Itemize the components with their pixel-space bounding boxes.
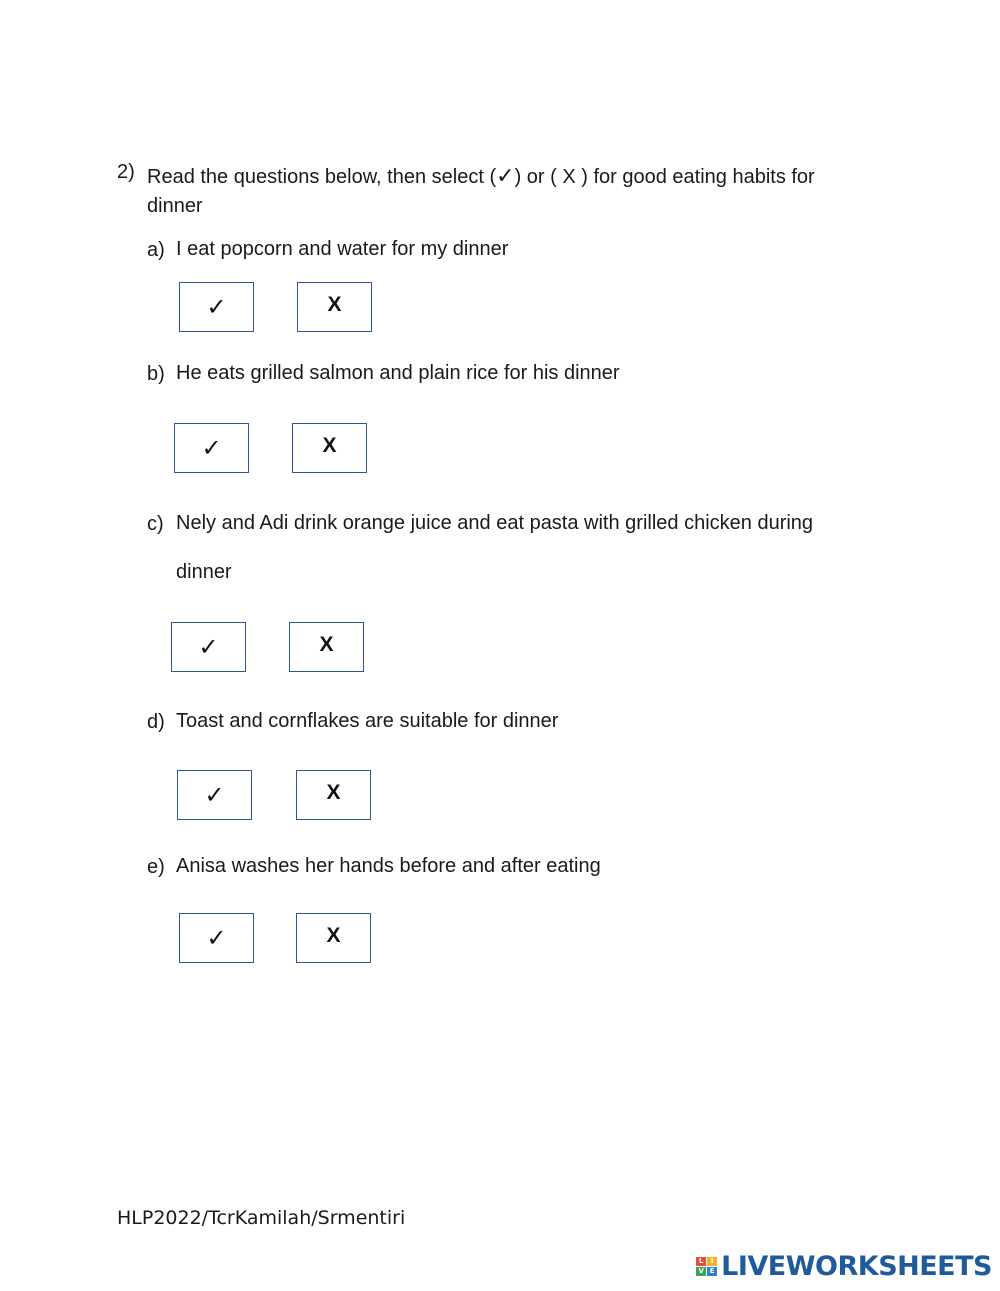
- brand-block: I: [707, 1257, 717, 1266]
- x-mark-icon: X: [322, 434, 337, 457]
- item-c-check-box[interactable]: [171, 622, 246, 672]
- x-mark-icon: X: [326, 781, 341, 804]
- question-number: 2): [117, 161, 135, 183]
- item-e-x-box[interactable]: [296, 913, 371, 963]
- brand-name: LIVEWORKSHEETS: [721, 1251, 992, 1282]
- item-a-check-box[interactable]: [179, 282, 254, 332]
- instruction-mid: ) or ( X ) for good eating habits for: [514, 166, 815, 188]
- question-instruction: [147, 161, 887, 221]
- brand-block: E: [707, 1267, 717, 1276]
- instruction-line2: dinner: [147, 195, 203, 217]
- x-mark-icon: X: [326, 924, 341, 947]
- check-mark-icon: ✓: [206, 924, 227, 952]
- item-c-text: Nely and Adi drink orange juice and eat pasta with grilled chicken during: [176, 512, 814, 534]
- check-mark-icon: ✓: [204, 781, 225, 809]
- item-c-letter: c): [147, 513, 164, 535]
- x-mark-icon: X: [319, 633, 334, 656]
- footer-code: HLP2022/TcrKamilah/Srmentiri: [117, 1207, 406, 1229]
- instruction-prefix: Read the questions below, then select (: [147, 166, 497, 188]
- item-e-check-box[interactable]: [179, 913, 254, 963]
- check-mark-icon: ✓: [206, 293, 227, 321]
- item-e-letter: e): [147, 856, 165, 878]
- item-b-x-box[interactable]: [292, 423, 367, 473]
- item-b-letter: b): [147, 363, 165, 385]
- item-c-x-box[interactable]: [289, 622, 364, 672]
- brand-block: V: [696, 1267, 706, 1276]
- item-a-x-box[interactable]: [297, 282, 372, 332]
- brand-logo[interactable]: [696, 1251, 992, 1282]
- x-mark-icon: X: [327, 293, 342, 316]
- item-a-letter: a): [147, 239, 165, 261]
- item-a-text: I eat popcorn and water for my dinner: [176, 238, 509, 260]
- item-e-text: Anisa washes her hands before and after eating: [176, 855, 601, 877]
- check-mark-icon: ✓: [198, 633, 219, 661]
- item-b-check-box[interactable]: [174, 423, 249, 473]
- item-b-text: He eats grilled salmon and plain rice for his dinner: [176, 362, 620, 384]
- check-mark-icon: ✓: [201, 434, 222, 462]
- item-d-text: Toast and cornflakes are suitable for dinner: [176, 710, 559, 732]
- item-d-letter: d): [147, 711, 165, 733]
- item-d-check-box[interactable]: [177, 770, 252, 820]
- brand-blocks-icon: [696, 1257, 717, 1276]
- check-symbol-icon: ✓: [496, 163, 515, 188]
- brand-block: L: [696, 1257, 706, 1266]
- item-c-text-line2: dinner: [176, 561, 232, 583]
- item-d-x-box[interactable]: [296, 770, 371, 820]
